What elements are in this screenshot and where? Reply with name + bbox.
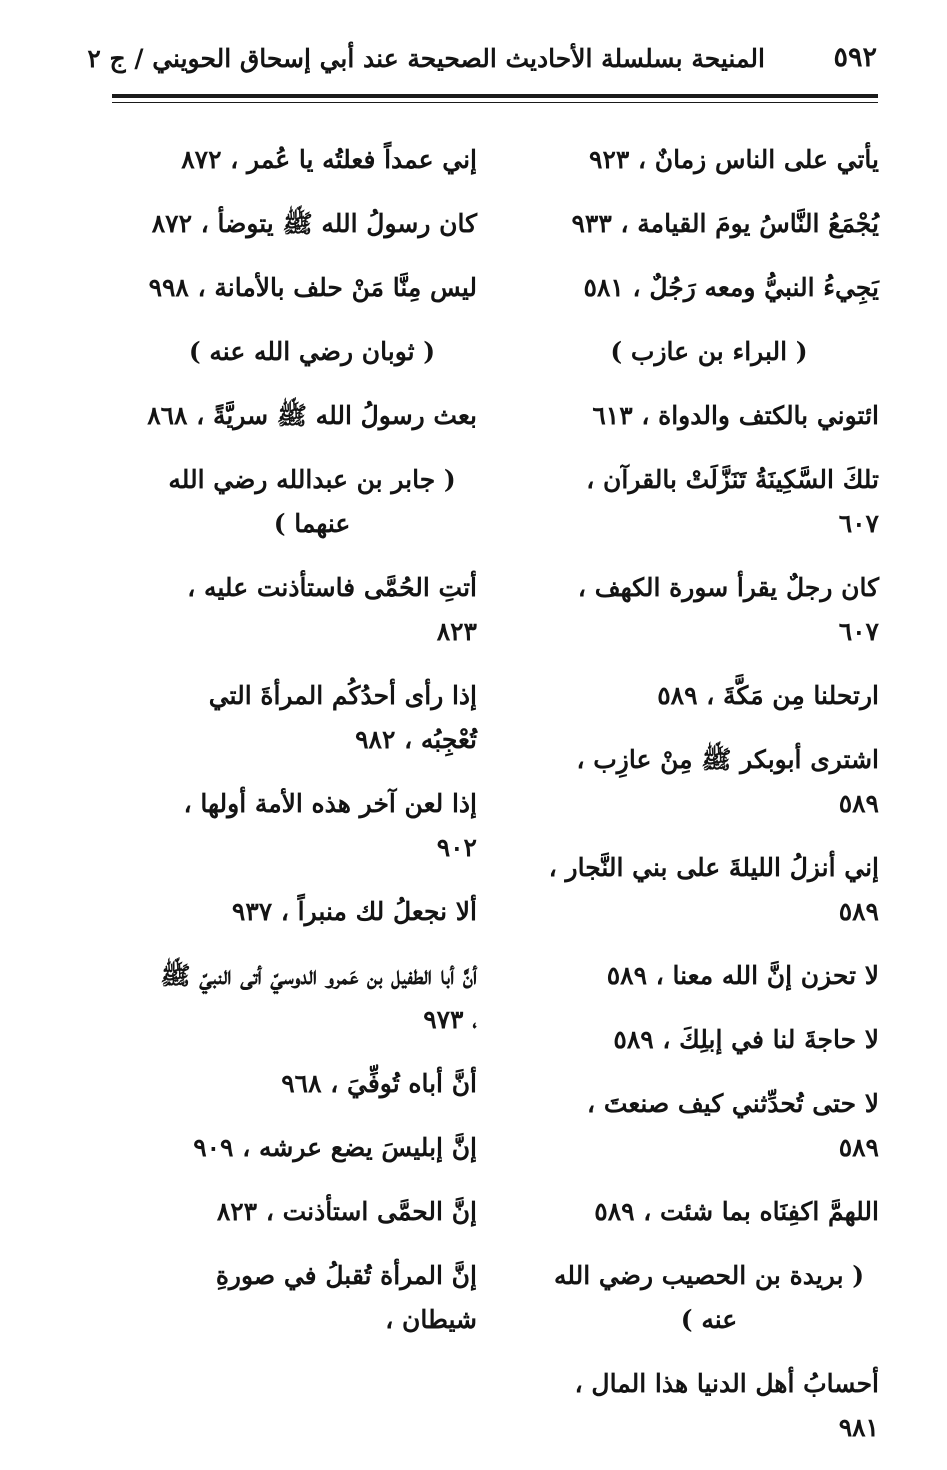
narrator-heading: ( البراء بن عازب ): [610, 337, 808, 366]
page-number: ٥٩٢: [833, 42, 877, 73]
hadith-index-entry: إذا لعن آخر هذه الأمة أولها ، ٩٠٢: [183, 789, 477, 862]
running-header: [87, 42, 877, 84]
hadith-index-entry: كان رسولُ الله ﷺ يتوضأ ، ٨٧٢: [151, 209, 477, 238]
hadith-index-entry: ارتحلنا مِن مَكَّةَ ، ٥٨٩: [657, 681, 879, 710]
hadith-index-entry: يأتي على الناس زمانٌ ، ٩٢٣: [589, 145, 879, 174]
hadith-index-entry: ألا نجعلُ لك منبراً ، ٩٣٧: [231, 897, 477, 926]
hadith-index-entry: أنَّ أبا الطفيل بن عَمرو الدوسيّ أتى النبيّ ﷺ ، ٩٧٣: [160, 961, 477, 1034]
hadith-index-entry: يَجِيءُ النبيُّ ومعه رَجُلٌ ، ٥٨١: [583, 273, 879, 302]
hadith-index-entry: اللهمَّ اكفِنَاه بما شئت ، ٥٨٩: [594, 1197, 879, 1226]
hadith-index-entry: لا حاجةَ لنا في إبلِكَ ، ٥٨٩: [613, 1025, 879, 1054]
right-column: [539, 138, 879, 1470]
hadith-index-entry: لا حتى تُحدِّثني كيف صنعتَ ، ٥٨٩: [587, 1089, 879, 1162]
hadith-index-entry: أتتِ الحُمَّى فاستأذنت عليه ، ٨٢٣: [187, 573, 477, 646]
hadith-index-entry: ليس مِنَّا مَنْ حلف بالأمانة ، ٩٩٨: [148, 273, 477, 302]
hadith-index-entry: إني أنزلُ الليلةَ على بني النَّجار ، ٥٨٩: [548, 853, 879, 926]
hadith-index-entry: إذا رأى أحدُكُم المرأةَ التي تُعْجِبُه ، ٩٨٢: [208, 681, 477, 754]
hadith-index-entry: كان رجلٌ يقرأ سورة الكهف ، ٦٠٧: [577, 573, 879, 646]
narrator-heading: ( جابر بن عبدالله رضي الله عنهما ): [168, 465, 456, 538]
hadith-index-entry: بعث رسولُ الله ﷺ سريَّةً ، ٨٦٨: [147, 401, 477, 430]
hadith-index-entry: لا تحزن إنَّ الله معنا ، ٥٨٩: [606, 961, 879, 990]
hadith-index-entry: ائتوني بالكتف والدواة ، ٦١٣: [592, 401, 879, 430]
header-rule-thick: [112, 94, 878, 98]
narrator-heading: ( بريدة بن الحصيب رضي الله عنه ): [553, 1261, 865, 1334]
hadith-index-entry: إنَّ المرأة تُقبلُ في صورةِ شيطان ،: [215, 1261, 477, 1334]
narrator-heading: ( ثوبان رضي الله عنه ): [188, 337, 436, 366]
header-rule-thin: [112, 102, 878, 103]
header-title: المنيحة بسلسلة الأحاديث الصحيحة عند أبي إسحاق الحويني / ج ٢: [87, 44, 765, 73]
hadith-index-entry: أنَّ أباه تُوفِّيَ ، ٩٦٨: [281, 1069, 477, 1098]
hadith-index-entry: اشترى أبوبكر ﷺ مِنْ عازِب ، ٥٨٩: [576, 745, 879, 818]
hadith-index-entry: إنَّ الحمَّى استأذنت ، ٨٢٣: [216, 1197, 477, 1226]
hadith-index-entry: يُجْمَعُ النَّاسُ يومَ القيامة ، ٩٣٣: [571, 209, 879, 238]
hadith-index-entry: إني عمداً فعلتُه يا عُمر ، ٨٧٢: [181, 145, 477, 174]
hadith-index-entry: تلكَ السَّكِينَةُ تَنَزَّلَتْ بالقرآن ، ٦٠٧: [586, 465, 879, 538]
hadith-index-entry: إنَّ إبليسَ يضع عرشه ، ٩٠٩: [193, 1133, 477, 1162]
left-column: [147, 138, 477, 1362]
hadith-index-entry: أحسابُ أهل الدنيا هذا المال ، ٩٨١: [574, 1369, 879, 1442]
